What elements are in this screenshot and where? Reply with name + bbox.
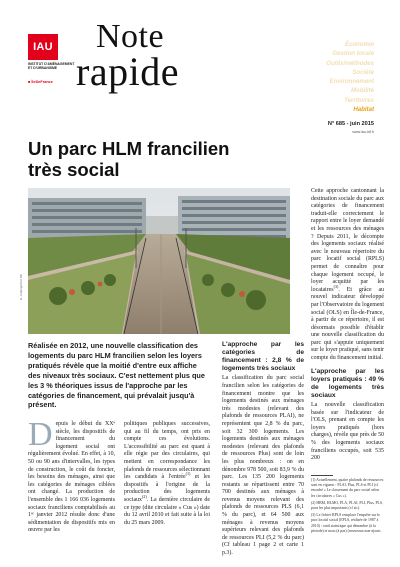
footnote-divider bbox=[311, 475, 333, 476]
body-text: epuis le début du XXᵉ siècle, les dispositifs de financement du logement social ont régulièrement évolué. En effet, à 10, 50 ou 90 ans d'intervalles, les types de construction, le coût du foncier, les besoins des ménages, ainsi que les catégories de ménages ciblées ont changé. La production de l'ensemble des 1 166 036 logements sociaux franciliens comptabilisés au 1ᵉʳ janvier 2012 résulte donc d'une sédimentation de dispositifs mis en œuvre par les bbox=[28, 421, 115, 534]
body-text: La classification du parc social francilien selon les catégories de financement montre que les logements destinés aux ménages très modestes (relevant des plafonds de ressources PLAI), ne représentent que 2,8 % du parc, soit 32 300 logements. Les logements destinés aux ménages modestes (relevant des plafonds de ressources Plus) sont de loin les plus nombreux : on en dénombre 978 500, soit 83,9 % du parc. Les 135 200 logements restants se répartissent entre 70 700 destinés aux ménages à revenus moyens relevant des plafonds de ressources PLS (6,1 % du parc), et 64 500 aux ménages à revenus moyens supérieurs relevant des plafonds de ressources PLI (5,2 % du parc) (Cf tableau 1 page 2 et carte 1 p.3). bbox=[222, 375, 304, 557]
footnote-ref[interactable]: (3) bbox=[333, 283, 339, 289]
section-heading: L'approche par les loyers pratiqués : 49 % de logements très sociaux bbox=[311, 367, 384, 399]
article-headline bbox=[28, 138, 268, 180]
body-text: . Et grâce au nouvel indicateur développé par l'Observatoire du logement social (OLS) en Île-de-France, à partir de ce répertoire, il est désormais possible d'établir une nouvelle classification du parc qui s'appuie uniquement sur le loyer pratiqué, sans tenir compte du financement initial. bbox=[311, 286, 384, 362]
publication-title-note: Note bbox=[96, 18, 165, 55]
body-column-4 bbox=[311, 188, 384, 463]
theme-item: Économie bbox=[344, 41, 374, 48]
photo-credit: G. Ardengo/IAU îdF bbox=[19, 273, 23, 300]
theme-list bbox=[326, 40, 374, 114]
theme-item: Mobilité bbox=[350, 87, 374, 95]
body-text: politiques publiques successives, qui au fil du temps, ont pris en compte ces évolutions. L'accessibilité au parc est quant à elle régie par des circulaires, qui mettent en correspondance les plafonds de ressources sélectionnant les candidats à l'entrée bbox=[124, 421, 210, 481]
body-column-1 bbox=[28, 416, 115, 535]
drop-cap: D bbox=[28, 416, 53, 453]
theme-item: Outils/méthodes bbox=[326, 59, 374, 67]
body-text: et les dispositifs à l'origine de la production des logements sociaux bbox=[124, 474, 210, 503]
footnote-ref[interactable]: (2) bbox=[142, 493, 147, 499]
logo-subtitle: INSTITUT D'AMÉNAGEMENT ET D'URBANISME bbox=[28, 62, 75, 71]
theme-item: Environnement bbox=[329, 78, 374, 86]
section-heading: L'approche par les catégories de financement : 2,8 % de logements très sociaux bbox=[222, 341, 304, 373]
body-column-2 bbox=[124, 421, 210, 527]
footnote-ref[interactable]: (1) bbox=[185, 471, 191, 477]
publication-title-rapide: rapide bbox=[76, 49, 179, 94]
theme-item: Société bbox=[352, 68, 374, 76]
region-brand: ■ ÎleDeFrance bbox=[28, 80, 53, 84]
body-text: La nouvelle classification basée sur l'indicateur de l'OLS, prenant en compte les loyers pratiqués (hors charges), révèle que près de 50 % des logements sociaux franciliens occupés, soit 535 200 bbox=[311, 402, 384, 462]
theme-item-active: Habitat bbox=[353, 106, 374, 114]
footnote: (1) Actuellement, quatre plafonds de ressources sont en vigueur : PLAI, Plus, PLS et PLI (cf encadré « Le classement du parc social selon les circulaires « Cus »). bbox=[311, 478, 384, 498]
headline-line: très social bbox=[28, 159, 120, 180]
article-lede: Réalisée en 2012, une nouvelle classification des logements du parc HLM francilien selon les loyers pratiqués révèle que la moitié d'entre eux affiche des niveaux très sociaux. C'est nettement plus que les 3 % théoriques issus de l'approche par les catégories de financement, qui prévalait jusqu'à présent. bbox=[28, 341, 205, 410]
body-text: . La dernière circulaire de ce type (dite circulaire « Cus ») date du 12 avril 2010 et fait suite à la loi du 25 mars 2009. bbox=[124, 496, 210, 526]
website-url[interactable]: www.iau-idf.fr bbox=[352, 130, 374, 134]
footnote: (2) HBM, HLMO, PLA, PLAI, PLI, Plus, PLS, pour les plus importants (cf sic). bbox=[311, 500, 383, 511]
footnote: (3) Le fichier RPLS remplace l'enquête sur le parc locatif social (EPLS, réalisée de 1987 à 2010) : outil statistique qui dénombre (à la période) et nous (à pas) (nouveaux non-ajouts bbox=[311, 513, 381, 533]
footnotes bbox=[311, 478, 384, 534]
body-column-3 bbox=[222, 341, 304, 558]
issue-number: N° 685 - juin 2015 bbox=[327, 121, 374, 127]
headline-line: Un parc HLM francilien bbox=[28, 138, 230, 159]
iau-logo: IAU bbox=[28, 34, 58, 60]
theme-item: Gestion locale bbox=[332, 50, 374, 58]
housing-photo bbox=[28, 188, 290, 334]
theme-item: Territoires bbox=[344, 96, 374, 104]
body-text: Cette approche cantonnant la destination sociale du parc aux catégories de financement traduit-elle correctement le rapport entre le loyer demandé et les ressources des ménages ? Depuis 2011, le décompte des logements sociaux réalisé avec le nouveau répertoire du parc locatif social (RPLS) permet de connaître pour chaque logement occupé, le loyer acquitté par les locataires bbox=[311, 188, 384, 293]
body-paragraph bbox=[311, 188, 384, 363]
housing-estate-illustration bbox=[28, 188, 290, 334]
